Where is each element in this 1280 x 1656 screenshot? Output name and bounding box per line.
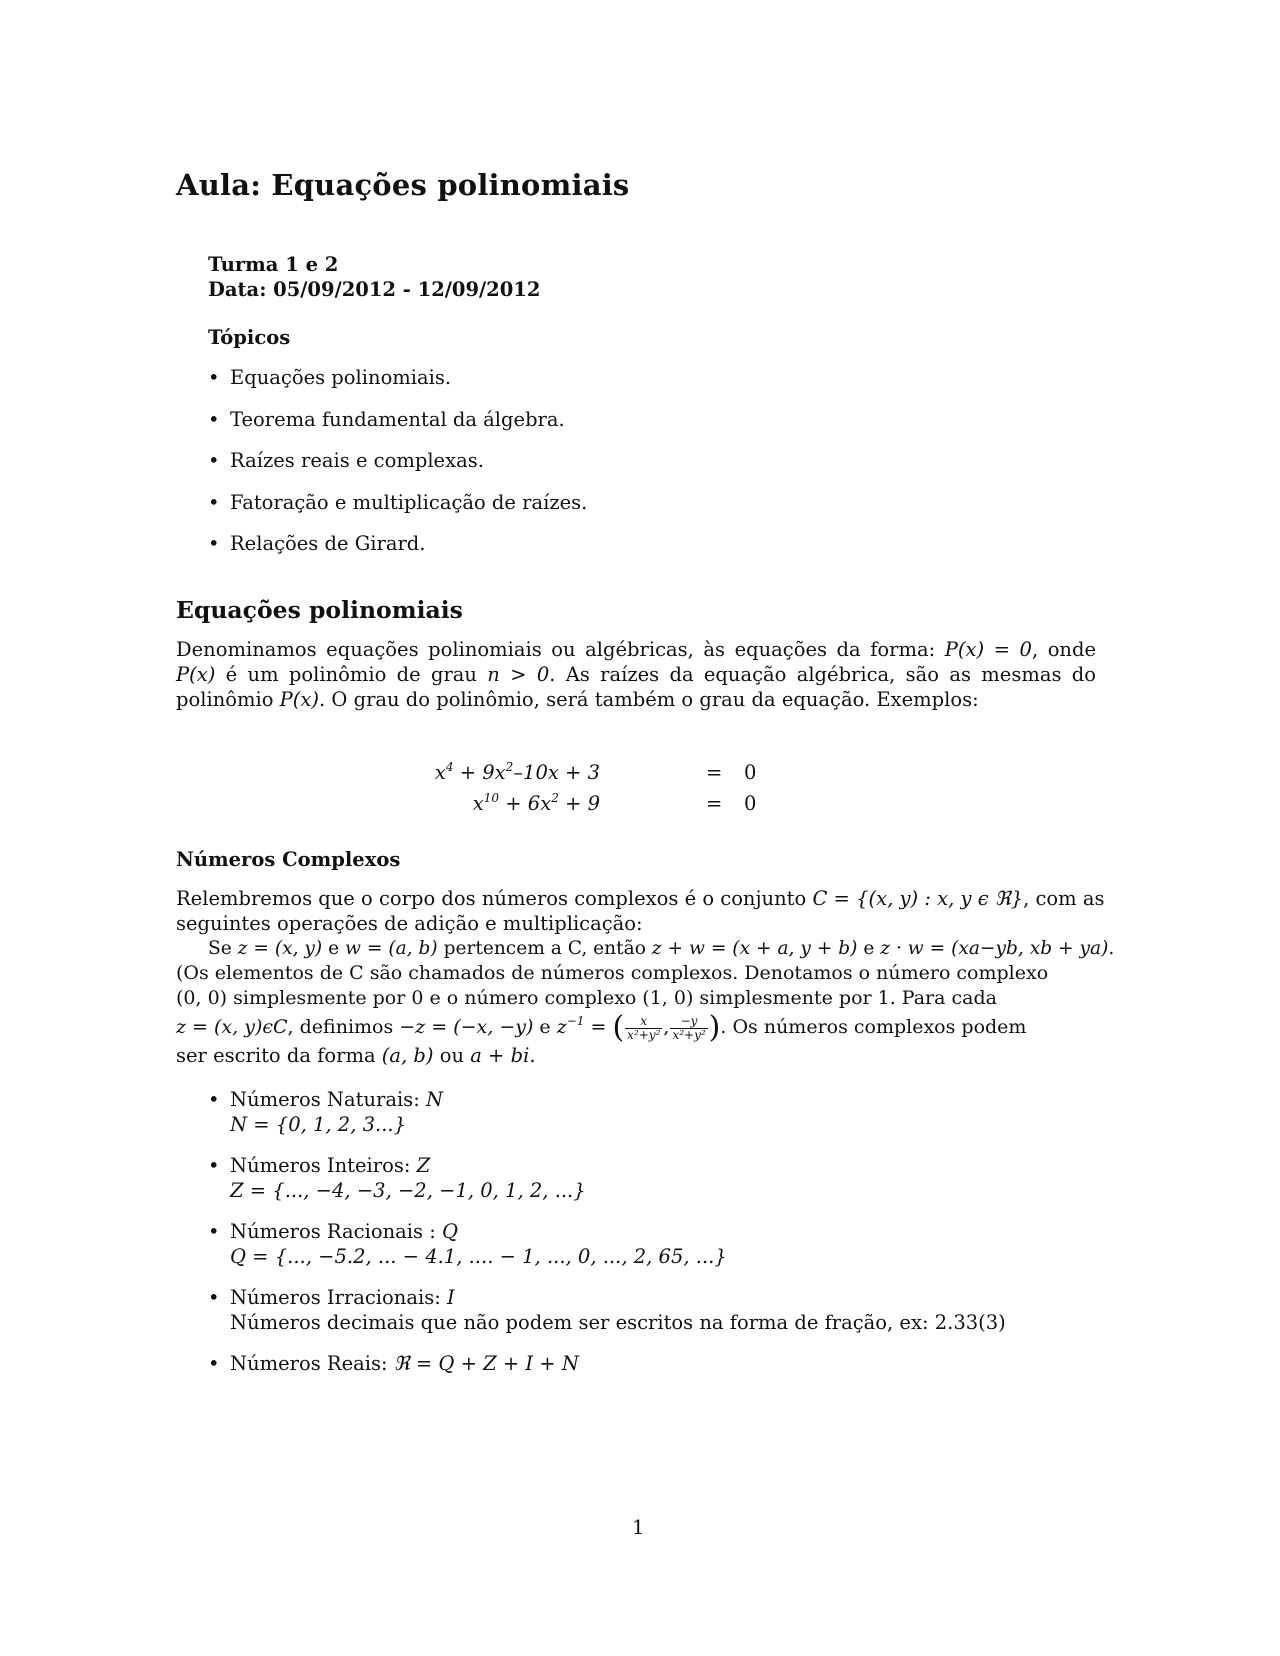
topic-text: Equações polinomiais. (230, 366, 452, 389)
bullet-icon: • (208, 490, 220, 514)
text-line: ser escrito da forma (a, b) ou a + bi. (176, 1044, 536, 1067)
complex-paragraph (176, 886, 1115, 1068)
class-meta (208, 252, 540, 302)
bullet-icon: • (208, 407, 220, 431)
equation-row (176, 758, 1096, 788)
text-run: . As raízes da equação algébrica, são as mesmas do (549, 663, 1097, 686)
bullet-icon: • (208, 1286, 220, 1309)
text-line: Relembremos que o corpo dos números complexos é o conjunto C = {(x, y) : x, y ϵ ℜ}, com as (176, 887, 1105, 910)
bullet-icon: • (208, 1154, 220, 1177)
fraction: $\frac{-y}{\text{x²+y²}}$ (672, 1013, 706, 1042)
equation-rhs: 0 (744, 761, 757, 784)
page-title: Aula: Equações polinomiais (176, 168, 630, 202)
equation-row (176, 789, 1096, 819)
class-date: Data: 05/09/2012 - 12/09/2012 (208, 278, 541, 301)
math-inline: n > 0 (487, 663, 550, 686)
list-item (208, 449, 587, 491)
list-item (208, 491, 587, 533)
list-item: • Números Racionais : Q Q = {..., −5.2, ... − 4.1, .... − 1, ..., 0, ..., 2, 65, ...} (208, 1220, 727, 1268)
text-line: (Os elementos de C são chamados de números complexos. Denotamos o número complexo (176, 962, 1049, 984)
text-run: Denominamos equações polinomiais ou algébricas, às equações da forma: (176, 638, 945, 661)
section-heading-complexos: Números Complexos (176, 848, 401, 871)
topics-list (208, 366, 587, 574)
topic-text: Relações de Girard. (230, 532, 426, 555)
text-line: z = (x, y)ϵC, definimos −z = (−x, −y) e $z^{-1}$ = ( $\frac{x}{\text{x²+y²}}$ , $\frac{-y}{\text{x²+y²}}$ ). Os números complexos podem (176, 1010, 1027, 1045)
equation-lhs: $x^4 + 9x^2-10x + 3$ (434, 760, 600, 784)
page-number: 1 (632, 1516, 645, 1539)
fraction: $\frac{x}{\text{x²+y²}}$ (627, 1013, 661, 1042)
bullet-icon: • (208, 1220, 220, 1243)
math-inline: P(x) = 0 (944, 638, 1032, 661)
equation-rhs: 0 (744, 792, 757, 815)
text-run: , onde (1031, 638, 1097, 661)
equation-relation: = (706, 761, 723, 784)
topic-text: Teorema fundamental da álgebra. (230, 407, 565, 431)
list-item (208, 532, 587, 574)
list-item: • Números Inteiros: Z Z = {..., −4, −3, −2, −1, 0, 1, 2, ...} (208, 1154, 586, 1202)
text-line: (0, 0) simplesmente por 0 e o número complexo (1, 0) simplesmente por 1. Para cada (176, 987, 997, 1009)
bullet-icon: • (208, 532, 220, 555)
list-item (208, 408, 587, 450)
equation-relation: = (706, 792, 723, 815)
topic-text: Fatoração e multiplicação de raízes. (230, 490, 588, 514)
equation-lhs: $x^{10} + 6x^2 + 9$ (472, 791, 600, 815)
section-heading-polinomiais: Equações polinomiais (176, 596, 463, 624)
list-item: • Números Reais: ℜ = Q + Z + I + N (208, 1352, 579, 1375)
bullet-icon: • (208, 1088, 220, 1111)
document-page (176, 0, 1115, 1656)
text-run: é um polinômio de grau (215, 663, 488, 686)
math-inline: P(x) (279, 688, 320, 711)
bullet-icon: • (208, 1352, 220, 1375)
list-item: • Números Naturais: N N = {0, 1, 2, 3...} (208, 1088, 444, 1136)
text-line: Se z = (x, y) e w = (a, b) pertencem a C, então z + w = (x + a, y + b) e z · w = (xa−yb, xb + ya). (208, 938, 1115, 959)
list-item (208, 366, 587, 408)
class-turma: Turma 1 e 2 (208, 253, 339, 276)
intro-paragraph (176, 637, 1096, 712)
number-sets-list (208, 1087, 1088, 1417)
topics-heading: Tópicos (208, 326, 291, 349)
text-run: polinômio (176, 688, 280, 711)
text-run: . O grau do polinômio, será também o grau da equação. Exemplos: (319, 688, 979, 711)
bullet-icon: • (208, 366, 220, 389)
topic-text: Raízes reais e complexas. (230, 449, 484, 472)
math-inline: P(x) (176, 663, 216, 686)
text-line: seguintes operações de adição e multiplicação: (176, 912, 643, 935)
list-item: • Números Irracionais: I Números decimais que não podem ser escritos na forma de fração, ex: 2.33(3) (208, 1286, 1006, 1334)
bullet-icon: • (208, 449, 220, 472)
